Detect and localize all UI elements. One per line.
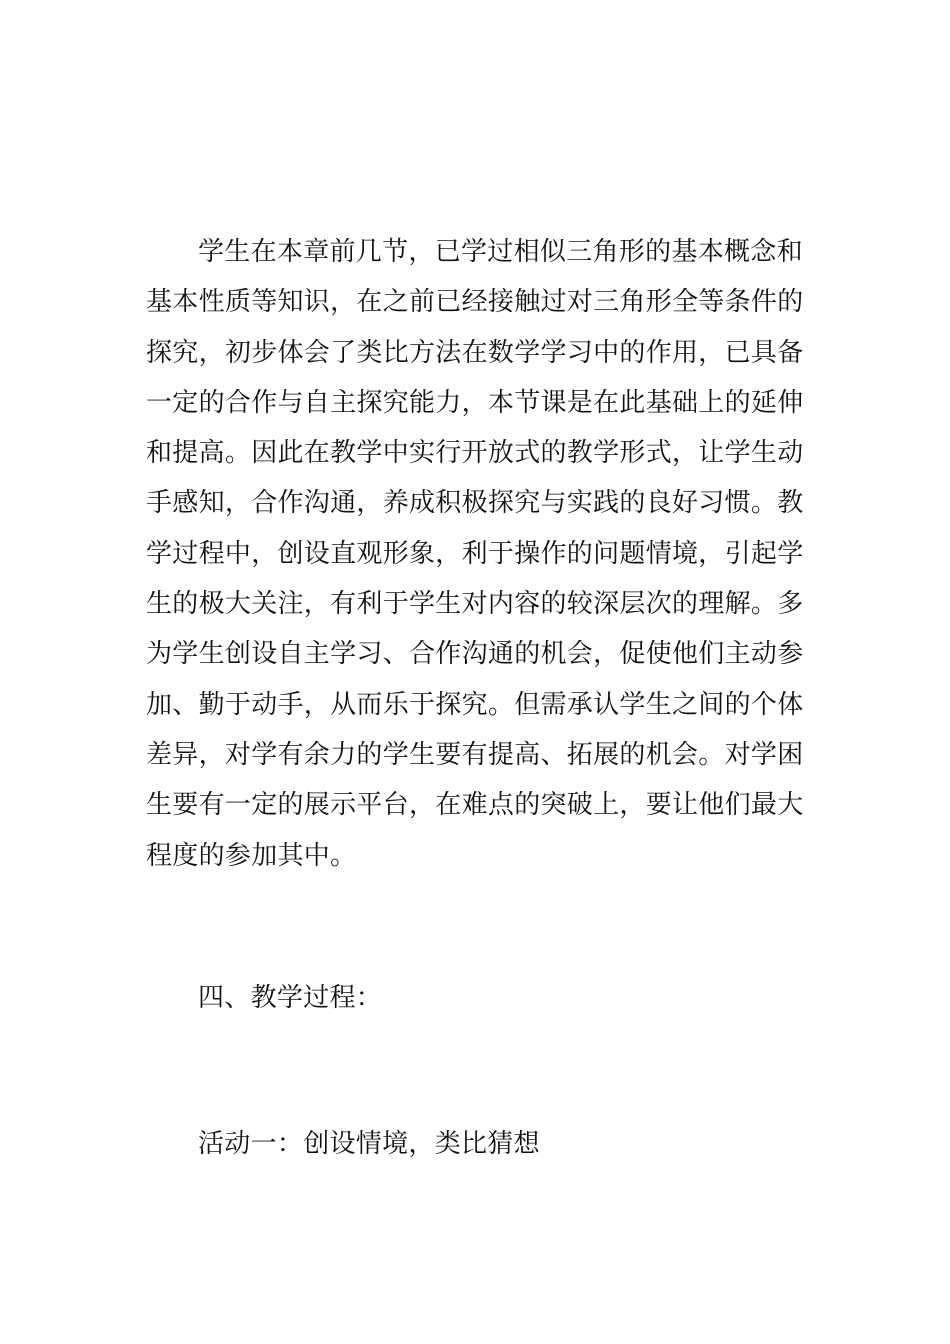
paragraph-line: 基本性质等知识，在之前已经接触过对三角形全等条件的 [146,287,804,318]
paragraph-line: 手感知，合作沟通，养成积极探究与实践的良好习惯。教 [146,488,804,519]
paragraph-line: 为学生创设自主学习、合作沟通的机会，促使他们主动参 [146,639,804,670]
paragraph-learner-analysis [146,227,816,881]
section-heading-teaching-process: 四、教学过程： [198,983,383,1013]
paragraph-line: 生要有一定的展示平台，在难点的突破上，要让他们最大 [146,790,804,821]
paragraph-line: 一定的合作与自主探究能力，本节课是在此基础上的延伸 [146,387,804,418]
paragraph-line: 加、勤于动手，从而乐于探究。但需承认学生之间的个体 [146,689,804,720]
activity-heading: 活动一：创设情境，类比猜想 [198,1129,540,1159]
paragraph-line: 学生在本章前几节，已学过相似三角形的基本概念和 [198,237,803,267]
paragraph-line: 程度的参加其中。 [146,840,357,871]
paragraph-line: 差异，对学有余力的学生要有提高、拓展的机会。对学困 [146,739,804,770]
paragraph-line: 探究，初步体会了类比方法在数学学习中的作用，已具备 [146,337,804,368]
paragraph-line: 生的极大关注，有利于学生对内容的较深层次的理解。多 [146,589,804,620]
paragraph-line: 学过程中，创设直观形象，利于操作的问题情境，引起学 [146,538,804,569]
paragraph-line: 和提高。因此在教学中实行开放式的教学形式，让学生动 [146,438,804,469]
